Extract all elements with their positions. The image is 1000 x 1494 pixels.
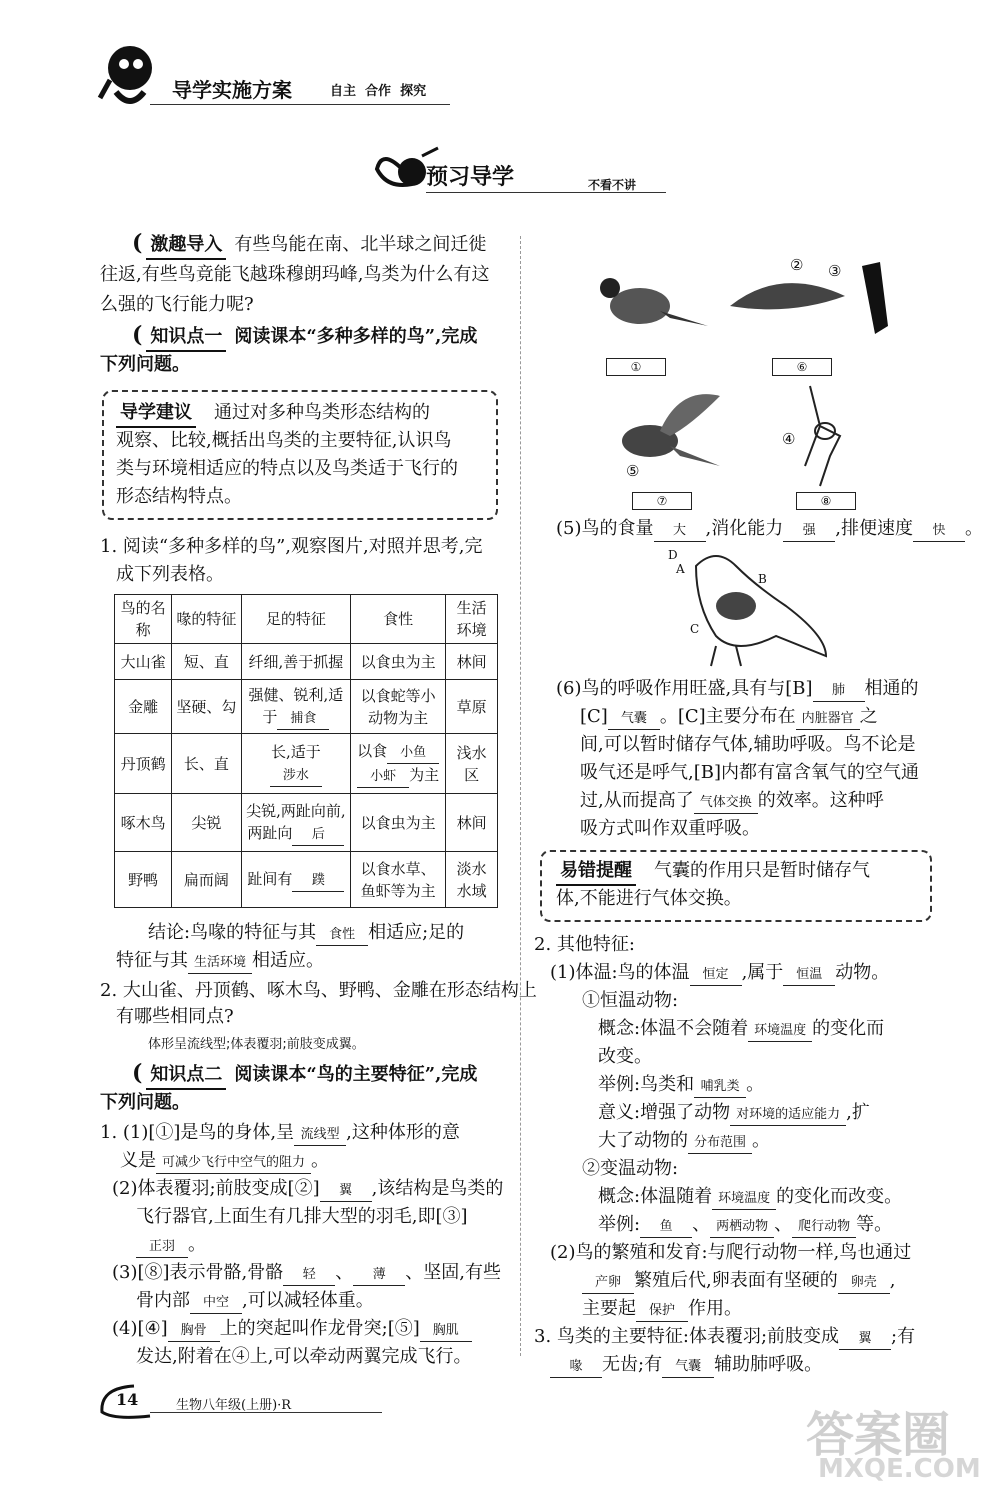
table-row: 野鸭 扁而阔 趾间有 蹼 以食水草、鱼虾等为主 淡水水域: [115, 852, 498, 908]
tip2-label: 易错提醒: [556, 858, 636, 886]
tip1-line3: 类与环境相适应的特点以及鸟类适于飞行的: [116, 458, 458, 479]
banner-subtitle: 不看不讲: [588, 178, 637, 192]
r-p6-5: 过,从而提高了 气体交换 的效率。这种呼: [580, 788, 884, 814]
figure-label-box1: ①: [606, 358, 666, 376]
table-row: 啄木鸟 尖锐 尖锐,两趾向前,两趾向 后 以食虫为主 林间: [115, 794, 498, 852]
s2-m1: 意义:增强了动物 对环境的适应能力 ,扩: [598, 1100, 870, 1126]
intro-line3: 么强的飞行能力呢?: [100, 294, 254, 315]
r-p6-2: [C] 气囊 。[C]主要分布在 内脏器官 之: [580, 704, 878, 730]
s2-repro1: (2)鸟的繁殖和发育:与爬行动物一样,鸟也通过: [550, 1242, 912, 1263]
conclusion-line2: 特征与其 生活环境 相适应。: [116, 948, 324, 974]
s1-line8: (4)[④] 胸骨 上的突起叫作龙骨突;[⑤] 胸肌: [112, 1316, 472, 1342]
figure-callout-4: ④: [782, 430, 796, 448]
figure-label-C: C: [690, 622, 700, 636]
table-header: 生活环境: [446, 595, 498, 644]
figure-callout-3: ③: [828, 262, 842, 280]
s2-c1: 概念:体温不会随着 环境温度 的变化而: [598, 1016, 884, 1042]
tip1-line1: 导学建议 通过对多种鸟类形态结构的: [116, 400, 430, 428]
watermark-logo: 答案圈: [806, 1407, 951, 1463]
banner-rule: [426, 192, 666, 193]
column-divider: [520, 236, 521, 1356]
tip2-line2: 体,不能进行气体交换。: [556, 888, 742, 909]
table-header: 足的特征: [241, 595, 350, 644]
pigeon-respiratory-figure: [666, 546, 836, 668]
mascot-icon: [96, 40, 166, 112]
table-header-row: [115, 595, 498, 644]
bird-table: [114, 594, 498, 908]
figure-label-A: A: [676, 562, 685, 576]
conclusion-line1: 结论:鸟喙的特征与其 食性 相适应;足的: [148, 920, 464, 946]
table-header: 鸟的名称: [115, 595, 172, 644]
q2-line1: 2. 大山雀、丹顶鹤、啄木鸟、野鸭、金雕在形态结构上: [100, 980, 537, 1001]
s2-c1c: 改变。: [598, 1046, 652, 1067]
figure-label-B: B: [758, 572, 767, 586]
s3-line1: 3. 鸟类的主要特征:体表覆羽;前肢变成 翼 ;有: [534, 1324, 915, 1350]
banner-title: 预习导学: [426, 164, 515, 190]
table-header: 喙的特征: [172, 595, 241, 644]
table-row: 大山雀 短、直 纤细,善于抓握 以食虫为主 林间: [115, 644, 498, 680]
table-row: 金雕 坚硬、勾 强健、锐利,适于 捕食 以食蛇等小动物为主 草原: [115, 680, 498, 734]
s1-line4: 飞行器官,上面生有几排大型的羽毛,即[③]: [136, 1206, 468, 1227]
figure-callout-2: ②: [790, 256, 804, 274]
s1-line7: 骨内部 中空 ,可以减轻体重。: [136, 1288, 374, 1314]
figure-label-D: D: [668, 548, 678, 562]
s1-line9: 发达,附着在④上,可以牵动两翼完成飞行。: [136, 1346, 472, 1367]
s1-line6: (3)[⑧]表示骨骼,骨骼 轻 、 薄 、坚固,有些: [112, 1260, 501, 1286]
s1-line3: (2)体表覆羽;前肢变成[②] 翼 ,该结构是鸟类的: [112, 1176, 503, 1202]
s2-e2: 举例: 鱼 、 两栖动物 、 爬行动物 等。: [598, 1212, 892, 1238]
r-p6-3: 间,可以暂时储存气体,辅助呼吸。鸟不论是: [580, 734, 916, 755]
s1-line1: 1. (1)[①]是鸟的身体,呈 流线型 ,这种体形的意: [100, 1120, 460, 1146]
tip1-label: 导学建议: [116, 400, 196, 428]
table-header: 食性: [351, 595, 446, 644]
k2-label: 知识点二: [146, 1062, 226, 1090]
header-tags: 自主 合作 探究: [330, 84, 427, 99]
q2-answer: 体形呈流线型;体表覆羽;前肢变成翼。: [148, 1037, 365, 1052]
s2-heading: 2. 其他特征:: [534, 934, 635, 955]
header-rule: [150, 104, 450, 105]
figure-callout-5: ⑤: [626, 462, 640, 480]
footer-rule: [150, 1412, 382, 1413]
q2-line2: 有哪些相同点?: [116, 1006, 234, 1027]
s2-repro3: 主要起 保护 作用。: [582, 1296, 742, 1322]
figure-label-box6: ⑥: [772, 358, 832, 376]
k2-heading: ( 知识点二 阅读课本“鸟的主要特征”,完成: [132, 1060, 477, 1090]
s2-c2: 概念:体温随着 环境温度 的变化而改变。: [598, 1184, 902, 1210]
intro-line2: 往返,有些鸟竟能飞越珠穆朗玛峰,鸟类为什么有这: [100, 264, 490, 285]
s2-warm: ①恒温动物:: [582, 990, 679, 1011]
s2-repro2: 产卵 繁殖后代,卵表面有坚硬的 卵壳 ,: [582, 1268, 895, 1294]
table-row: 丹顶鹤 长、直 长,适于涉水 以食 小鱼 小虾 为主 浅水区: [115, 734, 498, 794]
tip1-line2: 观察、比较,概括出鸟类的主要特征,认识鸟: [116, 430, 452, 451]
page-number: 14: [116, 1390, 139, 1409]
tip1-line4: 形态结构特点。: [116, 486, 242, 507]
figure-label-box8: ⑧: [796, 492, 856, 510]
k2-heading2: 下列问题。: [100, 1092, 190, 1113]
tip2-line1: 易错提醒 气囊的作用只是暂时储存气: [556, 858, 870, 886]
s3-line2: 喙 无齿;有 气囊 辅助肺呼吸。: [550, 1352, 822, 1378]
r-p5: (5)鸟的食量 大 ,消化能力 强 ,排便速度 快 。: [556, 516, 983, 542]
k1-heading2: 下列问题。: [100, 354, 190, 375]
intro-label: 激趣导入: [146, 232, 226, 260]
q1-line2: 成下列表格。: [116, 564, 224, 585]
header-title: 导学实施方案: [172, 78, 292, 102]
r-p6-6: 吸方式叫作双重呼吸。: [580, 818, 760, 839]
figure-label-box7: ⑦: [632, 492, 692, 510]
intro-line1: ( 激趣导入 有些鸟能在南、北半球之间迁徙: [132, 230, 486, 260]
s2-cold: ②变温动物:: [582, 1158, 679, 1179]
watermark-url: MXQE.COM: [818, 1454, 981, 1484]
k1-label: 知识点一: [146, 324, 226, 352]
r-p6-1: (6)鸟的呼吸作用旺盛,具有与[B] 肺 相通的: [556, 676, 919, 702]
k1-heading: ( 知识点一 阅读课本“多种多样的鸟”,完成: [132, 322, 477, 352]
s2-temp: (1)体温:鸟的体温 恒定 ,属于 恒温 动物。: [550, 960, 889, 986]
s2-e1: 举例:鸟类和 哺乳类 。: [598, 1072, 764, 1098]
s1-line5: 正羽 。: [136, 1232, 206, 1258]
s1-line2: 义是 可减少飞行中空气的阻力 。: [120, 1148, 329, 1174]
book-title: 生物八年级(上册)·R: [176, 1398, 292, 1413]
s2-m1c: 大了动物的 分布范围 。: [598, 1128, 770, 1154]
q1-line1: 1. 阅读“多种多样的鸟”,观察图片,对照并思考,完: [100, 536, 483, 557]
r-p6-4: 吸气还是呼气,[B]内都有富含氧气的空气通: [580, 762, 919, 783]
